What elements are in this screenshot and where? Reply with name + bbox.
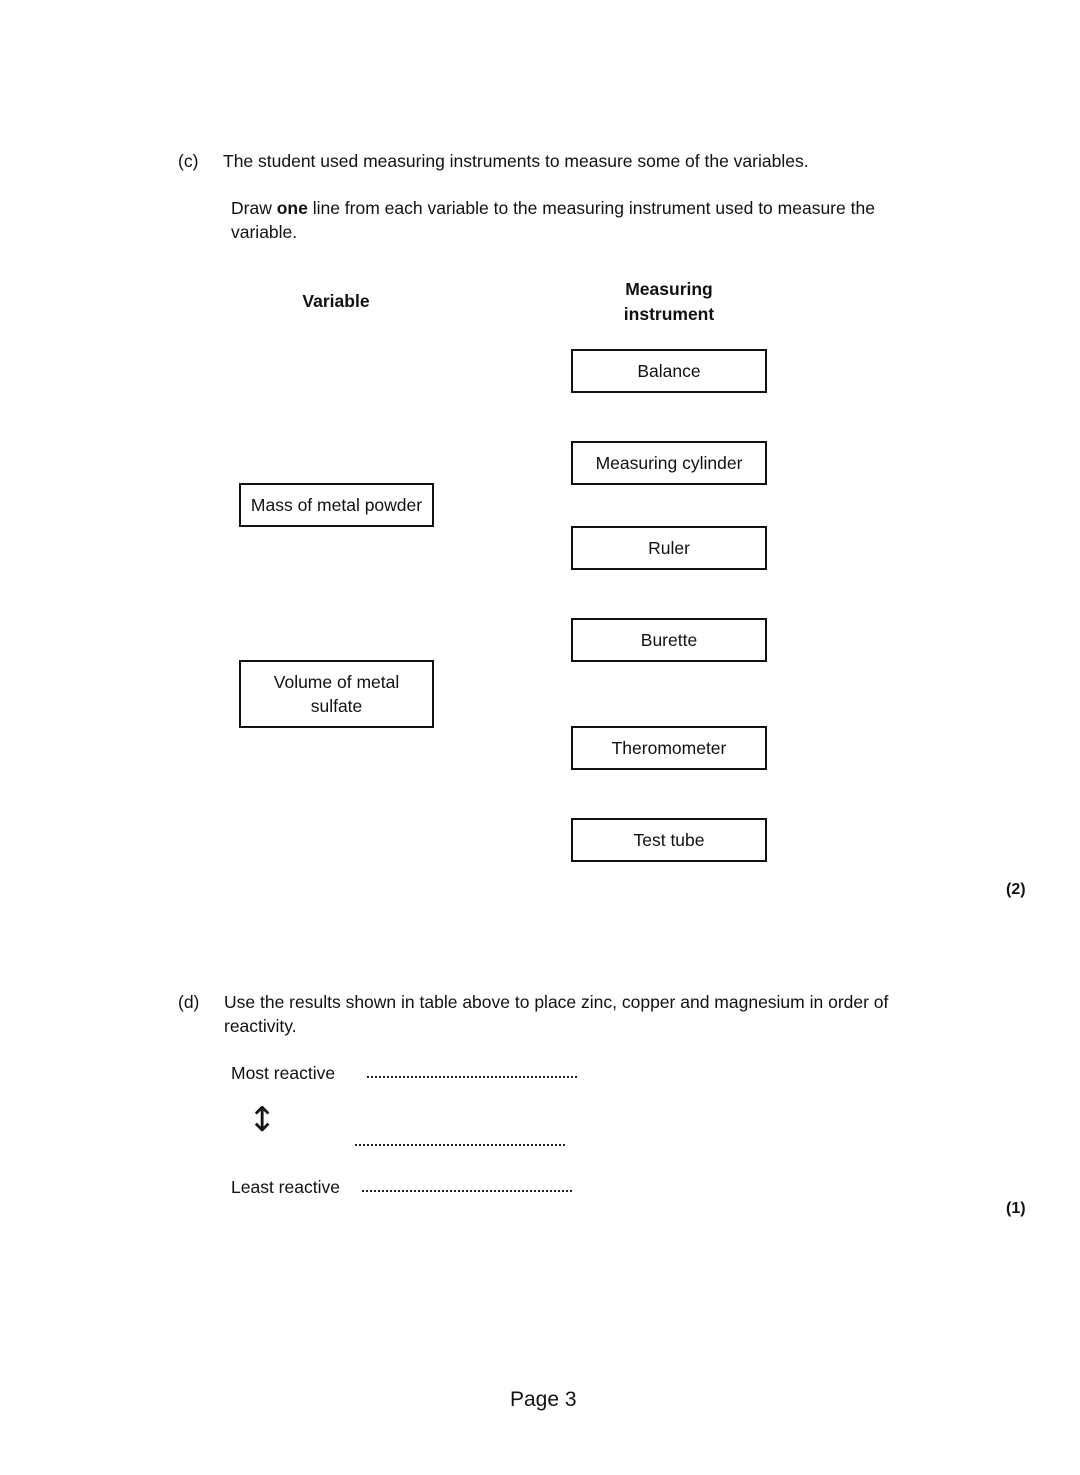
answer-line-3[interactable] — [362, 1190, 572, 1192]
instrument-label: Balance — [637, 361, 701, 381]
part-c-label: (c) — [178, 151, 199, 171]
instrument-box-ruler[interactable] — [571, 526, 767, 570]
instrument-label: Ruler — [648, 538, 690, 558]
part-d-question — [224, 990, 934, 1038]
instruction-pre: Draw — [231, 198, 277, 218]
variable-label: Volume of metal sulfate — [273, 672, 400, 716]
least-reactive-label: Least reactive — [231, 1177, 340, 1197]
part-d-question-text: Use the results shown in table above to place zinc, copper and magnesium in order of reactivity. — [224, 992, 889, 1036]
variable-label: Mass of metal powder — [250, 495, 423, 515]
part-c-marks: (2) — [1006, 881, 1026, 898]
part-c-instruction — [231, 196, 931, 244]
instrument-box-thermometer[interactable] — [571, 726, 767, 770]
instrument-box-balance[interactable] — [571, 349, 767, 393]
instrument-label: Test tube — [633, 830, 705, 850]
order-arrow-icon: ↕ — [248, 1100, 277, 1140]
instrument-label: Theromometer — [611, 738, 727, 758]
page-number: Page 3 — [510, 1388, 577, 1411]
variable-box-mass[interactable] — [239, 483, 434, 527]
instruction-bold: one — [276, 198, 308, 218]
answer-line-2[interactable] — [355, 1144, 565, 1146]
answer-line-1[interactable] — [367, 1076, 577, 1078]
instrument-label: Burette — [640, 630, 698, 650]
variable-box-volume[interactable] — [239, 660, 434, 728]
part-c-question: The student used measuring instruments to measure some of the variables. — [223, 151, 809, 171]
part-d-marks: (1) — [1006, 1200, 1026, 1217]
instrument-label: Measuring cylinder — [595, 453, 743, 473]
instruction-post: line from each variable to the measuring instrument used to measure the variable. — [231, 198, 875, 242]
variable-heading: Variable — [302, 291, 370, 311]
most-reactive-label: Most reactive — [231, 1063, 336, 1083]
instrument-box-burette[interactable] — [571, 618, 767, 662]
instrument-box-test-tube[interactable] — [571, 818, 767, 862]
instrument-heading: Measuring instrument — [623, 279, 715, 324]
part-d-label: (d) — [178, 992, 200, 1012]
instrument-box-measuring-cylinder[interactable] — [571, 441, 767, 485]
